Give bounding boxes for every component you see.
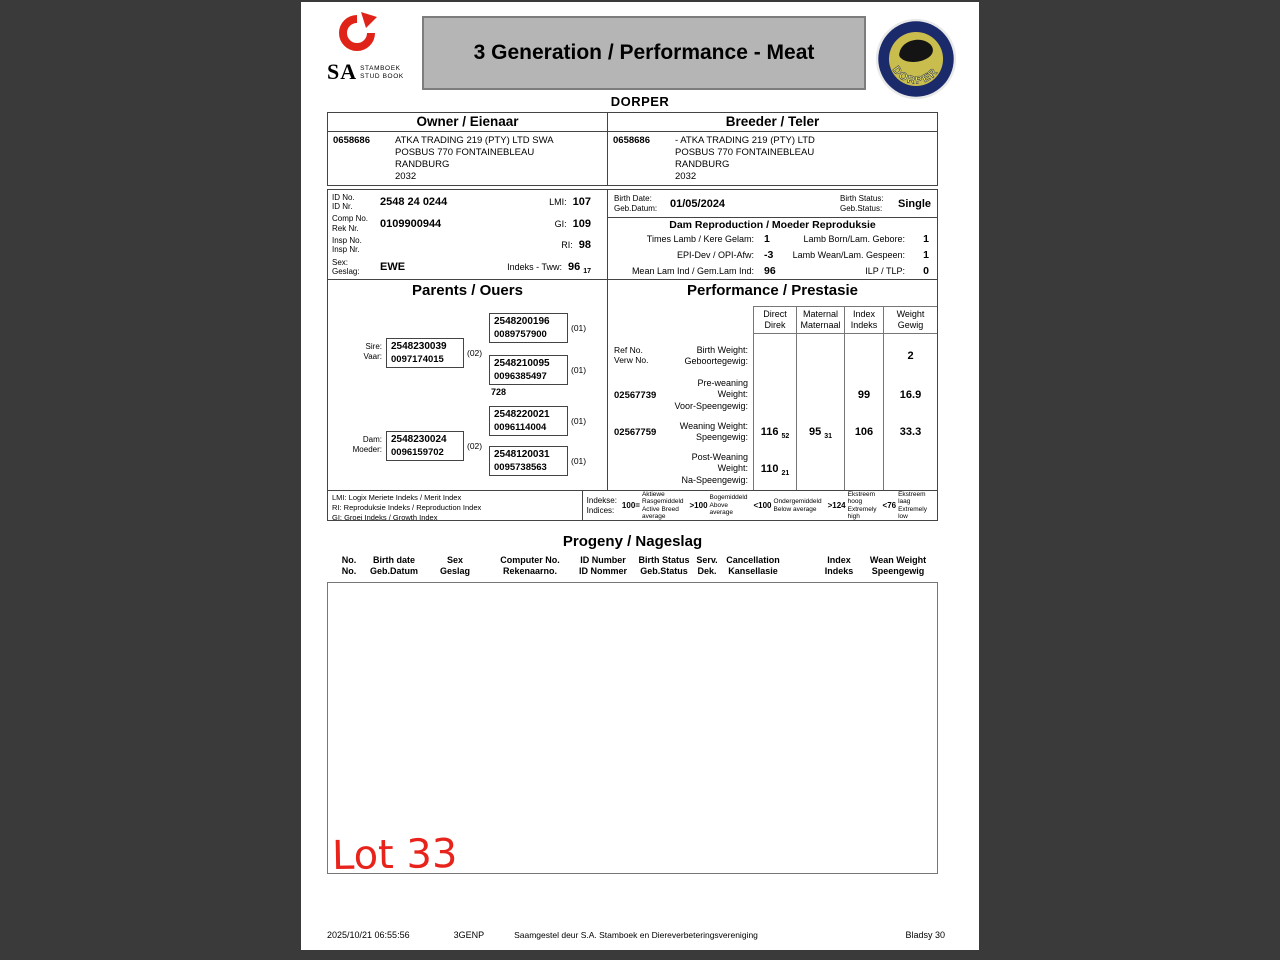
- performance-row-birth-weight: Ref No. Verw No. Birth Weight: Geboortegewig: 2: [608, 334, 937, 378]
- owner-address-line: POSBUS 770 FONTAINEBLEAU: [395, 146, 535, 158]
- certificate-content: [327, 112, 938, 879]
- ilp-tlp-value: 0: [923, 265, 929, 277]
- grandparent-extra-number: 728: [491, 387, 507, 397]
- progeny-table-area: [327, 582, 938, 879]
- grandparent-generation: (01): [571, 323, 587, 333]
- breeder-heading: Breeder / Teler: [608, 113, 937, 132]
- progeny-heading: Progeny / Nageslag: [562, 533, 703, 550]
- lot-number-annotation: Lot 33: [331, 830, 458, 879]
- progeny-col-serv: Serv. Dek.: [696, 555, 718, 577]
- grandparent-comp-number: 0095738563: [494, 461, 547, 473]
- owner-address: [395, 135, 554, 182]
- progeny-column-headers: [327, 555, 938, 578]
- column-weight: Weight Gewig: [883, 306, 937, 334]
- animal-id-section: [327, 189, 938, 280]
- sa-logo-stamboek: STAMBOEK: [360, 65, 401, 73]
- parents-performance-section: [327, 280, 938, 491]
- id-number-label: ID No. ID Nr.: [332, 192, 355, 211]
- tww-index-value: 96: [567, 261, 581, 274]
- grandparent-id: 2548210095: [494, 358, 550, 369]
- ri-label: RI:: [561, 240, 573, 251]
- legend-item: <100 Ondergemiddeld Below average: [753, 498, 822, 513]
- progeny-col-id-number: ID Number ID Nommer: [578, 555, 627, 577]
- sex-label: Sex: Geslag:: [332, 257, 360, 277]
- dorper-breed-badge: [875, 18, 957, 100]
- progeny-col-no: No. No.: [341, 555, 357, 577]
- dam-label: Dam: Moeder:: [352, 435, 382, 454]
- page-footer: [327, 930, 945, 940]
- sex-value: EWE: [380, 261, 406, 274]
- performance-filler-row: [608, 486, 937, 490]
- grandparent-comp-number: 0096114004: [494, 421, 547, 433]
- lmi-label: LMI:: [549, 196, 567, 207]
- mean-lam-ind-value: 96: [764, 265, 776, 277]
- grandparent-box: [489, 355, 568, 385]
- breeder-column: [608, 113, 937, 185]
- ref-number: 02567759: [614, 426, 657, 438]
- footer-compiled-by: Saamgestel deur S.A. Stamboek en Diereverbeteringsvereniging: [514, 930, 758, 940]
- sa-logo-subtext: [360, 65, 404, 82]
- breeder-address: [675, 135, 815, 182]
- progeny-col-index: Index Indeks: [824, 555, 854, 577]
- owner-heading: Owner / Eienaar: [328, 113, 607, 132]
- grandparent-generation: (01): [571, 456, 587, 466]
- grandparent-id: 2548220021: [494, 409, 550, 420]
- dam-id: 2548230024: [391, 434, 447, 445]
- sex-row: [332, 256, 603, 278]
- column-direct: Direct Direk: [753, 306, 796, 334]
- report-title: 3 Generation / Performance - Meat: [422, 16, 866, 90]
- legend-item: 100= Aktiewe Rasgemiddeld Active Breed average: [621, 490, 684, 520]
- sa-logo-text: [327, 59, 419, 84]
- index-legend: [327, 491, 938, 521]
- lamb-wean-label: Lamb Wean/Lam. Gespeen:: [792, 250, 905, 260]
- grandparent-box: [489, 313, 568, 343]
- performance-heading: Performance / Prestasie: [687, 282, 858, 299]
- sa-logo-circular-arrow-icon: [337, 12, 419, 61]
- legend-item: <76 Ekstreem laag Extremely low: [882, 490, 927, 520]
- breeder-details: [608, 132, 937, 185]
- parents-heading: Parents / Ouers: [412, 282, 523, 299]
- birth-repro-block: [608, 190, 937, 279]
- dam-generation: (02): [467, 441, 483, 451]
- lamb-born-label: Lamb Born/Lam. Gebore:: [803, 234, 905, 244]
- indices-label: Indekse: Indices:: [586, 495, 617, 515]
- grandparent-generation: (01): [571, 365, 587, 375]
- owner-column: [328, 113, 608, 185]
- gi-stat: [555, 218, 603, 230]
- tww-index-accuracy: 17: [583, 267, 591, 275]
- certificate-page: [301, 2, 979, 950]
- gi-label: GI:: [554, 218, 567, 229]
- grandparent-comp-number: 0089757900: [494, 328, 547, 340]
- column-maternal: Maternal Maternaal: [796, 306, 844, 334]
- grandparent-comp-number: 0096385497: [494, 370, 547, 382]
- breeder-number: 0658686: [613, 135, 650, 146]
- ri-definition: RI: Reproduksie Indeks / Reproduction Index: [332, 502, 482, 512]
- column-index: Index Indeks: [844, 306, 883, 334]
- owner-number: 0658686: [333, 135, 370, 146]
- birth-date-label: Birth Date: Geb.Datum:: [614, 194, 658, 213]
- repro-row: [608, 263, 937, 279]
- sa-logo-sa: SA: [327, 59, 358, 84]
- document-header: [301, 2, 979, 94]
- breeder-address-line: RANDBURG: [675, 158, 730, 170]
- pedigree-block: [328, 280, 608, 490]
- sire-box: [386, 338, 464, 368]
- breeder-address-line: POSBUS 770 FONTAINEBLEAU: [675, 146, 815, 158]
- gi-value: 109: [572, 217, 591, 230]
- performance-table: [608, 306, 937, 490]
- dam-box: [386, 431, 464, 461]
- lamb-wean-value: 1: [923, 249, 929, 261]
- breeder-address-line: - ATKA TRADING 219 (PTY) LTD: [675, 135, 815, 146]
- progeny-col-sex: Sex Geslag: [439, 555, 470, 577]
- breed-name: DORPER: [610, 94, 670, 109]
- id-number-row: [332, 191, 603, 213]
- performance-row-weaning: 02567759 Weaning Weight: Speengewig: 116 52 95 31 106 33.3: [608, 412, 937, 452]
- sa-logo-studbook: STUD BOOK: [360, 73, 404, 80]
- owner-breeder-table: [327, 112, 938, 186]
- grandparent-generation: (01): [571, 416, 587, 426]
- grandparent-box: [489, 446, 568, 476]
- footer-timestamp: 2025/10/21 06:55:56: [327, 930, 410, 940]
- lmi-stat: [549, 196, 603, 208]
- comp-number-label: Comp No. Rek Nr.: [332, 214, 369, 233]
- progeny-col-computer-no: Computer No. Rekenaarno.: [500, 555, 560, 577]
- mean-lam-ind-label: Mean Lam Ind / Gem.Lam Ind:: [631, 266, 754, 276]
- owner-details: [328, 132, 607, 185]
- legend-item: >124 Ekstreem hoog Extremely high: [827, 490, 877, 520]
- epi-dev-label: EPI-Dev / OPI-Afw:: [676, 250, 754, 260]
- progeny-col-birth-date: Birth date Geb.Datum: [369, 555, 418, 577]
- abbreviation-legend: [328, 491, 583, 520]
- insp-number-label: Insp No. Insp Nr.: [332, 236, 362, 255]
- birth-date-value: 01/05/2024: [670, 197, 726, 210]
- dam-comp-number: 0096159702: [391, 446, 444, 458]
- grandparent-id: 2548120031: [494, 449, 550, 460]
- comp-number-value: 0109900944: [380, 217, 442, 230]
- legend-item: >100 Bogemiddeld Above average: [689, 494, 748, 517]
- sire-comp-number: 0097174015: [391, 353, 444, 365]
- insp-number-row: [332, 235, 603, 257]
- birth-status-group: [840, 194, 931, 212]
- pedigree-tree: [328, 302, 607, 489]
- tww-index-stat: [507, 261, 603, 273]
- lmi-definition: LMI: Logix Meriete Indeks / Merit Index: [332, 493, 462, 502]
- owner-address-line: 2032: [395, 170, 417, 182]
- dam-repro-heading: Dam Reproduction / Moeder Reproduksie: [669, 219, 876, 231]
- breeder-address-line: 2032: [675, 170, 697, 182]
- index-scale-legend: [583, 491, 937, 520]
- performance-header-row: [608, 306, 937, 334]
- progeny-col-birth-status: Birth Status Geb.Status: [638, 555, 690, 577]
- footer-page-number: Bladsy 30: [905, 930, 945, 940]
- performance-row-pre-weaning: 02567739 Pre-weaning Weight: Voor-Speengewig: 99 16.9: [608, 378, 937, 412]
- animal-id-block: [328, 190, 608, 279]
- ilp-tlp-label: ILP / TLP:: [865, 266, 905, 276]
- sire-generation: (02): [467, 348, 483, 358]
- times-lamb-label: Times Lamb / Kere Gelam:: [646, 234, 754, 244]
- birth-status-label: Birth Status: Geb.Status:: [839, 194, 884, 213]
- progeny-col-wean-weight: Wean Weight Speengewig: [869, 555, 927, 577]
- ri-stat: [561, 239, 603, 251]
- ri-value: 98: [578, 239, 591, 252]
- sire-id: 2548230039: [391, 341, 447, 352]
- tww-index-label: Indeks - Tww:: [507, 262, 562, 273]
- sire-label: Sire: Vaar:: [363, 342, 382, 361]
- comp-number-row: [332, 213, 603, 235]
- performance-row-post-weaning: Post-Weaning Weight: Na-Speengewig: 110 21: [608, 452, 937, 486]
- owner-address-line: ATKA TRADING 219 (PTY) LTD SWA: [395, 135, 554, 146]
- repro-row: [608, 247, 937, 263]
- id-number-value: 2548 24 0244: [380, 195, 448, 208]
- performance-block: [608, 280, 937, 490]
- footer-report-code: 3GENP: [453, 930, 485, 940]
- dorper-badge-label: DORPER: [889, 64, 941, 88]
- lmi-value: 107: [572, 195, 591, 208]
- ref-no-label: Ref No. Verw No.: [614, 345, 649, 365]
- times-lamb-value: 1: [764, 233, 770, 245]
- epi-dev-value: -3: [764, 249, 774, 261]
- birth-status-value: Single: [897, 197, 931, 210]
- birth-row: [608, 190, 937, 218]
- grandparent-box: [489, 406, 568, 436]
- sa-stamboek-logo: [327, 12, 419, 82]
- progeny-col-cancellation: Cancellation Kansellasie: [726, 555, 780, 577]
- dorper-badge-icon: [875, 18, 957, 100]
- repro-row: [608, 231, 937, 247]
- owner-address-line: RANDBURG: [395, 158, 450, 170]
- lamb-born-value: 1: [923, 233, 929, 245]
- gi-definition: GI: Groei Indeks / Growth Index: [332, 512, 438, 522]
- grandparent-id: 2548200196: [494, 316, 550, 327]
- ref-number: 02567739: [614, 389, 657, 401]
